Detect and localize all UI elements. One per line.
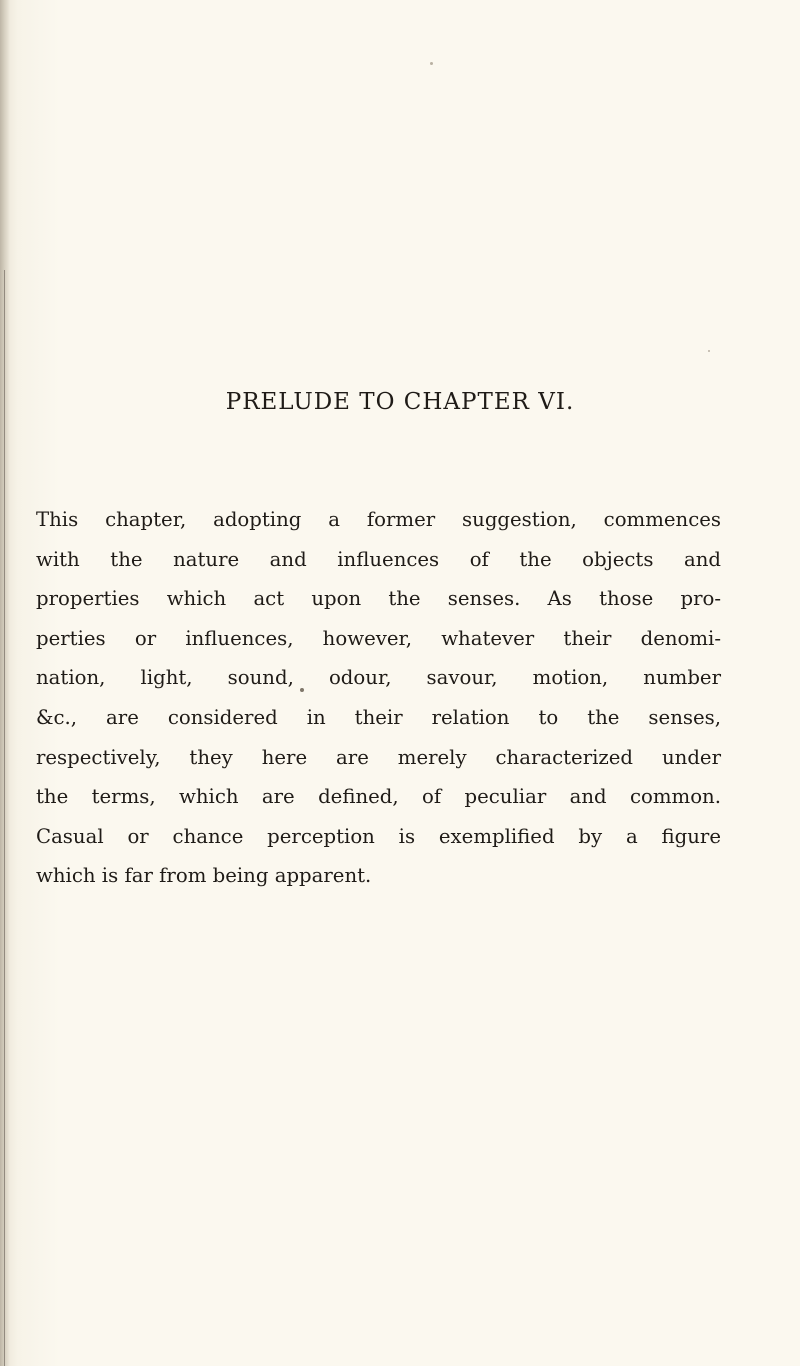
binding-gutter-line xyxy=(4,270,5,1366)
paragraph-line: nation, light, sound, odour, savour, motion, number xyxy=(36,666,721,690)
paper-speck xyxy=(430,62,433,65)
chapter-title: PRELUDE TO CHAPTER VI. xyxy=(225,389,575,415)
paragraph-line: Casual or chance perception is exemplified by a figure xyxy=(36,824,721,848)
paper-speck xyxy=(708,350,710,352)
binding-gutter-shadow xyxy=(0,0,10,1366)
prelude-paragraph xyxy=(16,500,721,896)
paragraph-line: properties which act upon the senses. As those pro- xyxy=(36,587,721,611)
paragraph-line: respectively, they here are merely characterized under xyxy=(36,745,721,769)
paragraph-line: perties or influences, however, whatever their denomi- xyxy=(36,626,721,650)
paragraph-line: &c., are considered in their relation to the senses, xyxy=(36,705,721,729)
paragraph-line: the terms, which are defined, of peculiar and common. xyxy=(36,785,721,809)
paragraph-line: This chapter, adopting a former suggestion, commences xyxy=(36,508,721,531)
paragraph-line: with the nature and influences of the objects and xyxy=(36,547,721,571)
paragraph-line: which is far from being apparent. xyxy=(36,864,372,888)
